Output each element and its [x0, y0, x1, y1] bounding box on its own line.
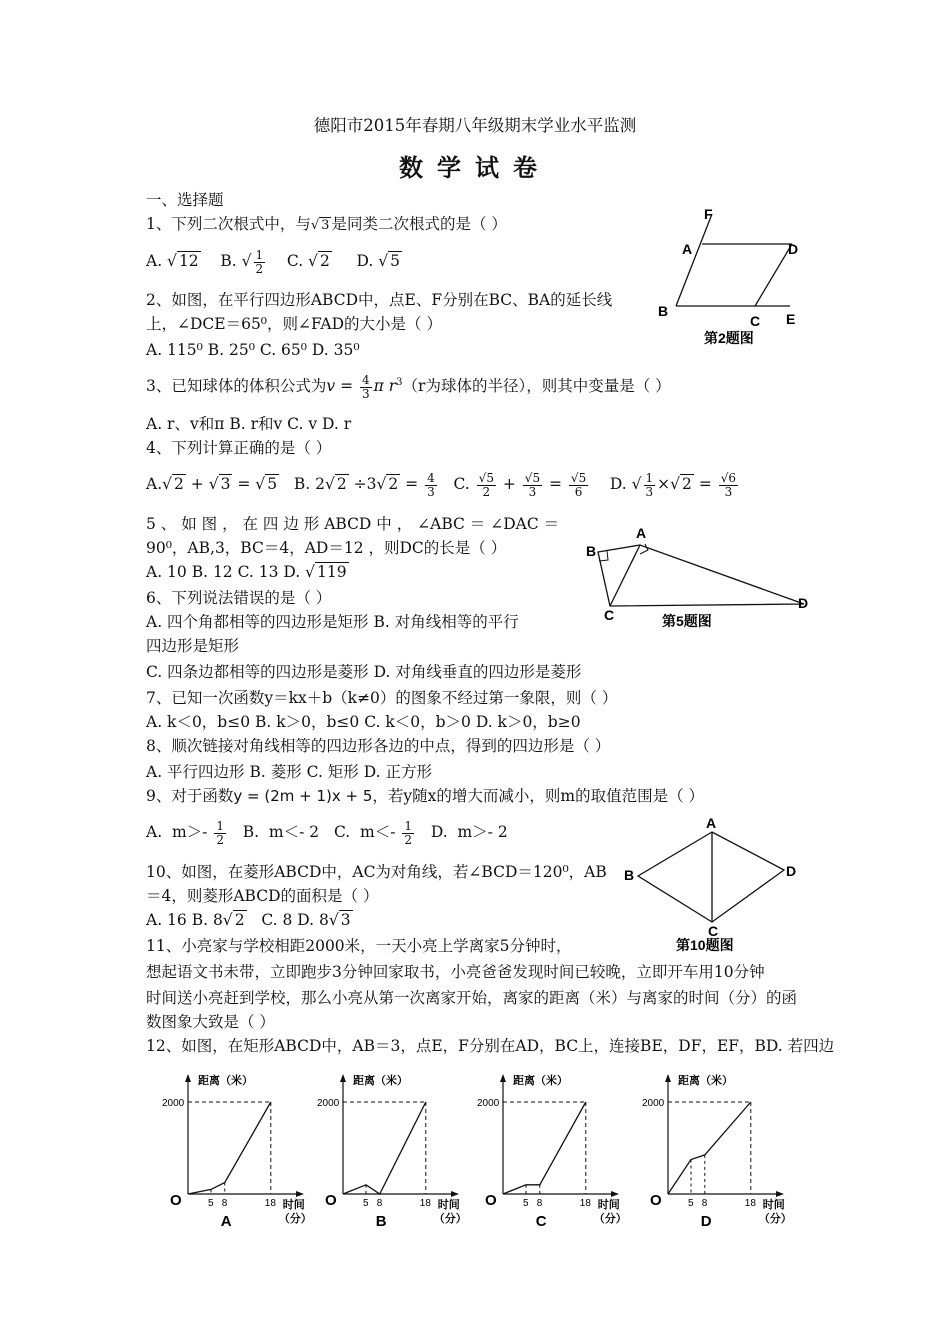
y-tick-label: 2000: [317, 1098, 340, 1109]
fig2-label-e: E: [786, 311, 796, 327]
option-letter: D: [700, 1213, 712, 1230]
y-tick-label: 2000: [642, 1098, 665, 1109]
exam-title: 数学试卷: [399, 153, 551, 182]
x-tick-label: 5: [523, 1198, 529, 1209]
question-6-line-2: 四边形是矩形: [146, 637, 240, 655]
question-11-line-4: 数图象大致是（ ）: [146, 1013, 275, 1031]
fig5-label-a: A: [636, 525, 647, 541]
origin-label: O: [485, 1192, 497, 1209]
question-12-line-1: 12、如图，在矩形ABCD中，AB＝3，点E，F分别在AD，BC上，连接BE，DF，EF，BD. 若四边: [146, 1037, 835, 1055]
option-letter: B: [375, 1213, 387, 1230]
origin-label: O: [650, 1192, 662, 1209]
question-10-options: A. 16 B. 8√ 2 C. 8 D. 8√ 3: [146, 911, 351, 929]
fig10-caption: 第10题图: [676, 937, 734, 953]
question-8-options: A. 平行四边形 B. 菱形 C. 矩形 D. 正方形: [146, 763, 432, 781]
question-5-options: A. 10 B. 12 C. 13 D. √ 119: [146, 563, 347, 581]
question-5-line-2: 90⁰，AB,3，BC＝4，AD＝12 ，则DC的长是（ ）: [146, 539, 507, 557]
x-axis-label: 时间: [437, 1199, 460, 1211]
x-axis-arrow: [611, 1191, 619, 1197]
x-tick-label: 5: [208, 1198, 214, 1209]
x-tick-label: 8: [376, 1198, 383, 1209]
x-tick-label: 18: [579, 1198, 591, 1209]
fig5-caption: 第5题图: [662, 613, 712, 629]
x-axis-unit: （分）: [758, 1213, 792, 1225]
x-axis-unit: （分）: [278, 1213, 312, 1225]
y-axis-label: 距离（米）: [513, 1075, 568, 1087]
section-heading: 一、选择题: [146, 191, 224, 209]
question-3-options: A. r、v和π B. r和v C. v D. r: [146, 415, 352, 433]
fig5-label-c: C: [604, 607, 615, 623]
question-9-options: A. m＞- $\frac{1}{2}$ B. m＜- 2 C. m＜- $\frac{1}{2}$ D. m＞- 2: [146, 818, 508, 847]
question-2-options: A. 115⁰ B. 25⁰ C. 65⁰ D. 35⁰: [146, 341, 360, 359]
question-7-options: A. k＜0，b≤0 B. k＞0，b≤0 C. k＜0，b＞0 D. k＞0，b≥0: [146, 713, 581, 731]
graph-option-d: [640, 1064, 800, 1244]
figure-2: [650, 200, 810, 350]
graph-line: [503, 1102, 586, 1194]
fig2-caption: 第2题图: [704, 330, 754, 346]
question-2-line-1: 2、如图，在平行四边形ABCD中，点E、F分别在BC、BA的延长线: [146, 291, 613, 309]
x-tick-label: 8: [701, 1198, 708, 1209]
question-9: 9、对于函数y = (2m + 1)x + 5，若y随x的增大而减小，则m的取值范围是（ ）: [146, 787, 705, 805]
x-axis-arrow: [451, 1191, 459, 1197]
x-tick-label: 18: [744, 1198, 756, 1209]
question-5-line-1: 5 、 如 图 ， 在 四 边 形 ABCD 中 ， ∠ABC ＝ ∠DAC ＝: [146, 515, 560, 533]
graph-option-a: [160, 1064, 320, 1244]
question-7: 7、已知一次函数y＝kx＋b（k≠0）的图象不经过第一象限，则（ ）: [146, 689, 618, 707]
figure-5: [580, 520, 820, 635]
option-letter: C: [535, 1213, 547, 1230]
x-axis-unit: （分）: [433, 1213, 467, 1225]
y-axis-label: 距离（米）: [678, 1075, 733, 1087]
x-tick-label: 18: [419, 1198, 431, 1209]
x-tick-label: 5: [363, 1198, 369, 1209]
x-axis-unit: （分）: [593, 1213, 627, 1225]
option-letter: A: [220, 1213, 232, 1230]
exam-header: 德阳市2015年春期八年级期末学业水平监测: [313, 116, 637, 135]
x-tick-label: 8: [221, 1198, 228, 1209]
origin-label: O: [325, 1192, 337, 1209]
question-6-line-3: C. 四条边都相等的四边形是菱形 D. 对角线垂直的四边形是菱形: [146, 663, 582, 681]
fig10-label-b: B: [624, 867, 635, 883]
fig10-label-c: C: [708, 923, 719, 939]
question-1: 1、下列二次根式中，与√ 3 是同类二次根式的是（ ）: [146, 215, 507, 233]
fig2-label-c: C: [750, 313, 761, 329]
x-axis-label: 时间: [597, 1199, 620, 1211]
question-3: 3、已知球体的体积公式为v = $\frac{4}{3}$ π $r^3(r$为球体的半径），则其中变量是（ ）: [146, 372, 671, 401]
question-4-options: A.√ 2 + √ 3 = √ 5 B. 2√ 2 ÷3√ 2 = $\frac{4}{3}$ C. $\frac{√5}{2}$ + $\frac{√5}{3}$ = $\frac{√5}{6}$ D. √ $\frac{1}{3}$ ×√ 2 = $\frac{√6}{3}$: [146, 470, 737, 499]
y-tick-label: 2000: [162, 1098, 185, 1109]
question-11-line-3: 时间送小亮赶到学校，那么小亮从第一次离家开始，离家的距离（米）与离家的时间（分）的函: [146, 989, 798, 1007]
y-axis-arrow: [185, 1074, 191, 1082]
question-4: 4、下列计算正确的是（ ）: [146, 439, 332, 457]
fig5-label-d: D: [798, 595, 809, 611]
x-axis-label: 时间: [762, 1199, 785, 1211]
graph-option-b: [315, 1064, 475, 1244]
x-tick-label: 18: [264, 1198, 276, 1209]
question-6: 6、下列说法错误的是（ ）: [146, 589, 332, 607]
y-axis-arrow: [340, 1074, 346, 1082]
fig10-label-a: A: [706, 815, 717, 831]
fig5-label-b: B: [586, 543, 597, 559]
graph-line: [188, 1102, 271, 1194]
question-2-line-2: 上，∠DCE＝65⁰，则∠FAD的大小是（ ）: [146, 315, 442, 333]
fig2-label-d: D: [788, 241, 799, 257]
y-axis-label: 距离（米）: [198, 1075, 253, 1087]
fig2-label-a: A: [682, 241, 693, 257]
figure-10: [620, 814, 810, 954]
question-6-line-1: A. 四个角都相等的四边形是矩形 B. 对角线相等的平行: [146, 613, 519, 631]
y-axis-arrow: [665, 1074, 671, 1082]
question-11-line-1: 11、小亮家与学校相距2000米，一天小亮上学离家5分钟时，: [146, 937, 572, 955]
graph-line: [343, 1102, 426, 1194]
question-10-line-1: 10、如图，在菱形ABCD中，AC为对角线，若∠BCD＝120⁰，AB: [146, 863, 607, 881]
origin-label: O: [170, 1192, 182, 1209]
graph-option-c: [475, 1064, 635, 1244]
question-8: 8、顺次链接对角线相等的四边形各边的中点，得到的四边形是（ ）: [146, 737, 611, 755]
y-axis-arrow: [500, 1074, 506, 1082]
question-11-line-2: 想起语文书未带，立即跑步3分钟回家取书，小亮爸爸发现时间已较晚，立即开车用10分钟: [146, 963, 765, 981]
y-axis-label: 距离（米）: [353, 1075, 408, 1087]
x-axis-arrow: [776, 1191, 784, 1197]
graph-line: [668, 1102, 751, 1194]
question-1-options: A. √ 12 B. √ $\frac{1}{2}$ C. √ 2 D. √ 5: [146, 247, 400, 276]
x-axis-label: 时间: [282, 1199, 305, 1211]
x-tick-label: 5: [688, 1198, 694, 1209]
y-tick-label: 2000: [477, 1098, 500, 1109]
x-axis-arrow: [296, 1191, 304, 1197]
fig2-label-b: B: [658, 303, 669, 319]
question-10-line-2: ＝4，则菱形ABCD的面积是（ ）: [146, 887, 379, 905]
x-tick-label: 8: [536, 1198, 543, 1209]
fig10-label-d: D: [786, 863, 797, 879]
fig2-label-f: F: [704, 206, 713, 222]
